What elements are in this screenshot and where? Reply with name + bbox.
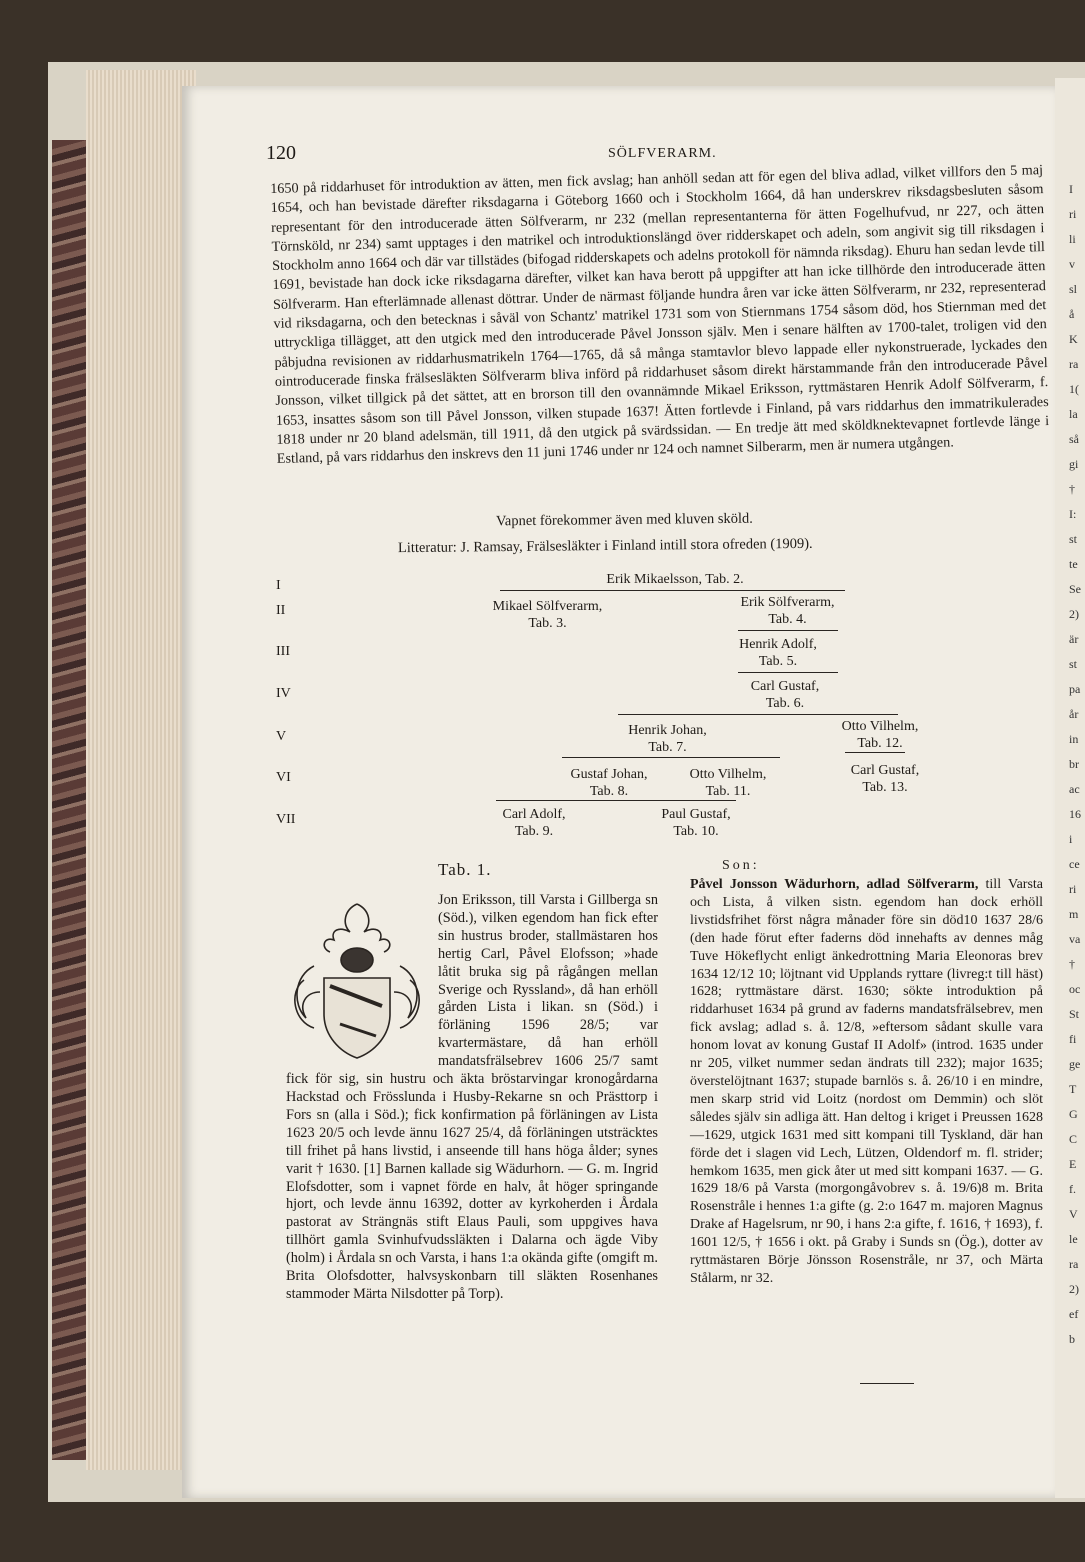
intro-paragraph bbox=[270, 161, 1050, 469]
tree-node-carl-gustaf: Carl Gustaf, Tab. 6. bbox=[750, 679, 820, 711]
tree-node-mikael: Mikael Sölfverarm, Tab. 3. bbox=[492, 599, 603, 631]
next-page-fragment: ri bbox=[1069, 882, 1077, 896]
next-page-fragment: st bbox=[1069, 532, 1078, 546]
coat-of-arms-icon bbox=[284, 896, 430, 1066]
next-page-fragment: St bbox=[1069, 1007, 1080, 1021]
tree-connector bbox=[738, 630, 838, 631]
next-page-fragment: G bbox=[1069, 1107, 1078, 1121]
next-page-fragment: gi bbox=[1069, 457, 1079, 471]
next-page-fragment: E bbox=[1069, 1157, 1077, 1171]
next-page-fragment: pa bbox=[1069, 682, 1081, 696]
next-page-fragment: 2) bbox=[1069, 607, 1079, 621]
next-page-fragment: te bbox=[1069, 557, 1078, 571]
next-page-fragment: li bbox=[1069, 232, 1076, 246]
running-head: SÖLFVERARM. bbox=[608, 146, 717, 161]
tree-node-otto-vilhelm: Otto Vilhelm, Tab. 12. bbox=[841, 719, 919, 751]
next-page-fragment: in bbox=[1069, 732, 1079, 746]
generation-label: III bbox=[276, 644, 290, 659]
coat-line: Vapnet förekommer även med kluven sköld. bbox=[495, 510, 753, 530]
next-page-fragment: är bbox=[1069, 632, 1079, 646]
tree-connector bbox=[738, 672, 838, 673]
next-page-fragment: I bbox=[1069, 182, 1073, 196]
tree-connector bbox=[618, 714, 898, 715]
tree-connector bbox=[845, 752, 905, 753]
next-page-fragment: K bbox=[1069, 332, 1078, 346]
next-page-fragment: la bbox=[1069, 407, 1078, 421]
next-page-fragment: ra bbox=[1069, 357, 1079, 371]
next-page-fragment: ef bbox=[1069, 1307, 1079, 1321]
next-page-fragment: va bbox=[1069, 932, 1081, 946]
next-page-fragment: år bbox=[1069, 707, 1079, 721]
tree-node-carl-adolf: Carl Adolf, Tab. 9. bbox=[502, 807, 566, 839]
generation-label: IV bbox=[276, 686, 291, 701]
next-page-fragment: så bbox=[1069, 432, 1079, 446]
generation-label: V bbox=[276, 729, 287, 744]
next-page-fragment: 2) bbox=[1069, 1282, 1079, 1296]
tab-heading: Tab. 1. bbox=[438, 860, 492, 879]
next-page-fragment: † bbox=[1069, 957, 1075, 971]
son-heading: Son: bbox=[722, 858, 760, 873]
next-page-fragment: sl bbox=[1069, 282, 1078, 296]
next-page-fragment: st bbox=[1069, 657, 1078, 671]
next-page-fragment: ri bbox=[1069, 207, 1077, 221]
next-page-fragment: T bbox=[1069, 1082, 1077, 1096]
right-column bbox=[690, 876, 1043, 1288]
literature-line: Litteratur: J. Ramsay, Frälsesläkter i Finland intill stora ofreden (1909). bbox=[397, 535, 813, 557]
tree-node-henrik-johan: Henrik Johan, Tab. 7. bbox=[628, 723, 707, 755]
next-page-fragment: I: bbox=[1069, 507, 1077, 521]
next-page-fragment: le bbox=[1069, 1232, 1078, 1246]
next-page-fragment: ge bbox=[1069, 1057, 1081, 1071]
page-number: 120 bbox=[266, 142, 296, 164]
tree-connector bbox=[500, 590, 845, 591]
next-page-fragment: b bbox=[1069, 1332, 1075, 1346]
next-page-fragment: br bbox=[1069, 757, 1079, 771]
page-edges bbox=[86, 70, 196, 1470]
next-page-fragment: fi bbox=[1069, 1032, 1077, 1046]
next-page-fragment: i bbox=[1069, 832, 1073, 846]
tree-node-henrik-adolf: Henrik Adolf, Tab. 5. bbox=[739, 637, 817, 669]
tree-node-carl-gustaf-2: Carl Gustaf, Tab. 13. bbox=[850, 763, 920, 795]
generation-label: I bbox=[276, 578, 281, 593]
generation-label: VI bbox=[276, 770, 291, 785]
tree-node-erik: Erik Mikaelsson, Tab. 2. bbox=[606, 572, 744, 587]
next-page-fragment: å bbox=[1069, 307, 1075, 321]
tree-connector bbox=[562, 757, 780, 758]
end-rule bbox=[860, 1383, 914, 1384]
tree-node-erik-solfverarm: Erik Sölfverarm, Tab. 4. bbox=[740, 595, 835, 627]
next-page-strip bbox=[1055, 78, 1085, 1498]
next-page-fragment: 16 bbox=[1069, 807, 1081, 821]
right-text: till Varsta och Lista, å vilken sistn. egendom han dock erhöll livstidsfrihet först några månader före sin död10 1637 28/6 (den hade förut efter faderns död innehafts av dennes måg Tuve Hökeflycht enligt änkedrottning Maria Eleonoras brev 1634 12/12 10; löjtnant vid Upplands ryttare (livreg:t till häst) 1628; ryttmästare därst. 1630; sökte introduktion på riddarhuset 1634 på grund av faderns mandatsfrälsebrev, men fick avslag; adlad s. å. 12/8, »eftersom sådant skulle vara honom lovat av konung Gustaf II Adolf» (introd. 1635 under nr 205, vilket nummer sedan ändrats till 232); major 1635; överstelöjtnant 1637; stupade barnlös s. å. 26/10 i en mindre, men skarp strid vid Loitz (nordost om Demmin) och slöt således själv sin adliga ätt. Han deltog i kriget i Preussen 1628—1629, utgick 1631 med sitt kompani till Tyskland, där han förde det i slagen vid Lech, Lützen, Oldendorf m. fl. strider; hemkom 1635, men gick åter ut med sitt kompani 1637. — G. 1629 18/6 på Varsta (morgongåvobrev s. å. 19/6)8 m. Brita Rosenstråle i hennes 1:a gifte (g. 2:o 1647 m. majoren Magnus Drake af Hagelsrum, nr 90, i hans 2:a gifte, f. 1616, † 1693), f. 1601 12/5, † 1656 i okt. på Graby i Sunds sn (Ög.), dotter av ryttmästaren Börje Jönsson Rosenstråle, nr 37, och Märta Stålarm, nr 32. bbox=[690, 877, 1044, 1286]
next-page-fragment: m bbox=[1069, 907, 1079, 921]
generation-label: VII bbox=[276, 812, 296, 827]
left-text: Jon Eriksson, till Varsta i Gillberga sn (Söd.), vilken egendom han fick efter sin hustrus broder, stallmästaren hos hertig Carl, Påvel Elofsson; »hade låtit bruka sig på rågången mellan Sverige och Ryssland», då han erhöll gården Lista i likan. sn (Söd.) i förläning 1596 28/5; var kvartermästare, då han erhöll mandatsfrälsebrev 1606 25/7 samt fick för sig, sin hustru och äkta bröstarvingar kronogårdarna Hackstad och Frösslunda i Husby-Rekarne sn och Prästtorp i Fors sn (alla i Söd.); fick konfirmation på förläningen av Lista 1623 20/5 och levde ännu 1627 25/4, då förläningen utsträcktes till frihet på hans livstid, i anseende till hans höga ålder; synes varit † 1630. [1] Barnen kallade sig Wädurhorn. — G. m. Ingrid Elofsdotter, som i vapnet förde en halv, åt höger springande hjort, och levde ännu 16392, dotter av kyrkoherden i Årdala pastorat av Strängnäs stift Elaus Pauli, som uppgives hava tillhört gamla Svinhufvudssläkten i Dalarna och ägde Viby (holm) i Årdala sn och Varsta, i hans 1:a okända gifte (omgift m. Brita Olofsdotter, halvsyskonbarn till släkten Rosenhanes stammoder Märta Nilsdotter på Torp). bbox=[286, 892, 658, 1302]
right-name: Påvel Jonsson Wädurhorn, adlad Sölfverarm, bbox=[690, 877, 979, 892]
next-page-fragment: C bbox=[1069, 1132, 1078, 1146]
next-page-fragment: † bbox=[1069, 482, 1075, 496]
next-page-fragment: V bbox=[1069, 1207, 1078, 1221]
next-page-fragment: ra bbox=[1069, 1257, 1079, 1271]
next-page-fragment: f. bbox=[1069, 1182, 1076, 1196]
generation-label: II bbox=[276, 603, 286, 618]
next-page-fragment: ac bbox=[1069, 782, 1080, 796]
intro-text: 1650 på riddarhuset för introduktion av ätten, men fick avslag; han anhöll sedan att för egen del bliva adlad, vilket villfors den 5 maj 1654, och han bevistade därefter riksdagarna i Göteborg 1660 och i Stockholm 1664, då han underskrev riksdagsbesluten såsom representant för den introducerade ätten Sölfverarm, nr 232 (mellan representanterna för ätten Fogelhufvud, nr 227, och ätten Törnsköld, nr 234) samt upptages i den matrikel och introduktionslängd över ridderskapet och adeln, som angivit sig till riksdagen i Stockholm anno 1664 och där var tillstädes (bifogad ridderskapets och adelns protokoll för nämnda riksdag). Ehuru han sedan levde till 1691, bevistade han dock icke riksdagarna därefter, vilket kan hava berott på uppgifter att han icke tillhörde den introducerade ätten Sölfverarm. Han efterlämnade allenast döttrar. Under de närmast följande hundra åren var icke ätten Sölfverarm, nr 232, representerad vid riksdagarna, och den betecknas i såväl von Schantz' matrikel 1731 som von Stiernmans 1754 såsom död, hos Stiernman med det uttryckliga tillägget, att den utgick med den introducerade Påvel Jonsson själv. Men i senare hälften av 1700-talet, troligen vid den påbjudna revisionen av riddarhusmatrikeln 1764—1765, då så många stamtavlor blevo lappade eller nykonstruerade, lyckades den ointroducerade finska frälsesläkten Sölfverarm bliva införd på riddarhuset såsom direkt härstammande från den introducerade Påvel Jonsson, vilket tillgick på det sättet, att en brorson till den ovannämnde Mikael Eriksson, ryttmästaren Henrik Adolf Sölfverarm, f. 1653, insattes såsom son till Påvel Jonsson, vilken stupade 1637! Ätten fortlevde i Finland, på vars riddarhus den immatrikulerades 1818 under nr 20 bland adelsmän, till 1911, då den utgick på svärdssidan. — En tredje ätt med sköldknektevapnet fortlevde länge i Estland, på vars riddarhus den inskrevs den 11 juni 1746 under nr 124 och namnet Silberarm, men är numera utgången. bbox=[270, 162, 1050, 468]
next-page-fragment: Se bbox=[1069, 582, 1081, 596]
left-column bbox=[286, 892, 658, 1304]
tree-node-gustaf-johan: Gustaf Johan, Tab. 8. bbox=[570, 767, 648, 799]
marbled-endpaper bbox=[52, 140, 88, 1460]
tree-node-otto-vilhelm-2: Otto Vilhelm, Tab. 11. bbox=[689, 767, 767, 799]
next-page-fragment: oc bbox=[1069, 982, 1081, 996]
next-page-fragment: 1( bbox=[1069, 382, 1079, 396]
next-page-fragment: ce bbox=[1069, 857, 1080, 871]
tree-node-paul-gustaf: Paul Gustaf, Tab. 10. bbox=[661, 807, 731, 839]
next-page-fragment: v bbox=[1069, 257, 1075, 271]
tree-connector bbox=[496, 800, 736, 801]
